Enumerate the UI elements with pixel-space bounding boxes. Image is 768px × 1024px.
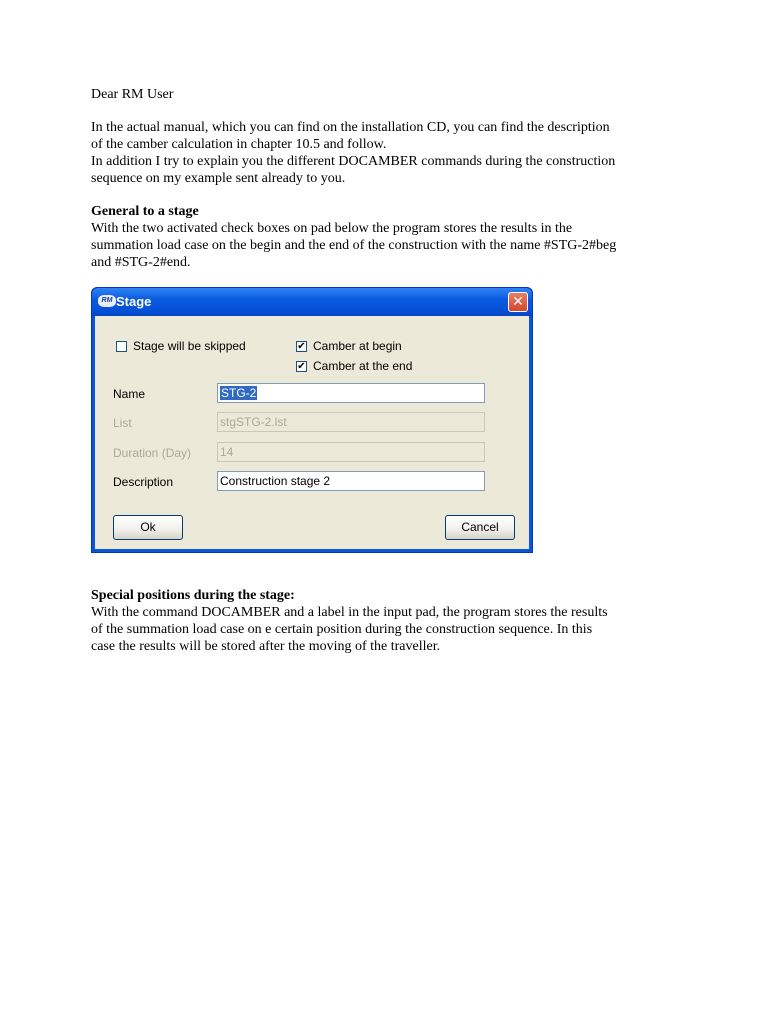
name-value: STG-2 <box>221 386 257 400</box>
close-icon[interactable]: ✕ <box>508 292 528 312</box>
name-label: Name <box>113 387 146 401</box>
para3-line3: case the results will be stored after the moving of the traveller. <box>91 639 441 654</box>
stage-dialog <box>91 287 533 553</box>
para1-line1: In the actual manual, which you can find on the installation CD, you can find the description <box>91 120 610 135</box>
duration-field: 14 <box>217 442 485 462</box>
dialog-client-area <box>95 316 529 549</box>
duration-label: Duration (Day) <box>113 446 192 460</box>
heading-special-positions: Special positions during the stage: <box>91 588 295 603</box>
camber-end-checkbox-box[interactable]: ✔ <box>297 360 306 372</box>
camber-end-checkbox[interactable] <box>296 359 412 373</box>
name-field[interactable] <box>217 383 485 403</box>
skip-checkbox[interactable] <box>116 339 246 353</box>
greeting: Dear RM User <box>91 87 174 102</box>
camber-begin-checkbox-box[interactable]: ✔ <box>297 340 306 352</box>
rm-app-icon: RM <box>98 295 116 307</box>
camber-begin-checkbox[interactable] <box>296 339 402 353</box>
dialog-titlebar[interactable] <box>92 288 532 316</box>
para2-line1: With the two activated check boxes on pad below the program stores the results in the <box>91 221 573 236</box>
camber-begin-label: Camber at begin <box>313 339 402 353</box>
para2-line3: and #STG-2#end. <box>91 255 191 270</box>
para2-line2: summation load case on the begin and the end of the construction with the name #STG-2#beg <box>91 238 617 253</box>
list-field: stgSTG-2.lst <box>217 412 485 432</box>
ok-button[interactable]: Ok <box>113 515 183 540</box>
description-label: Description <box>113 475 174 489</box>
para1-line4: sequence on my example sent already to you. <box>91 171 346 186</box>
heading-general-stage: General to a stage <box>91 204 199 219</box>
description-field[interactable]: Construction stage 2 <box>217 471 485 491</box>
para1-line2: of the camber calculation in chapter 10.5 and follow. <box>91 137 387 152</box>
letter-body <box>91 86 691 271</box>
camber-end-label: Camber at the end <box>313 359 413 373</box>
para3-line1: With the command DOCAMBER and a label in the input pad, the program stores the results <box>91 605 608 620</box>
para1-line3: In addition I try to explain you the different DOCAMBER commands during the construction <box>91 154 616 169</box>
skip-checkbox-box[interactable] <box>116 341 127 352</box>
dialog-title: Stage <box>116 294 152 309</box>
para3-line2: of the summation load case on e certain position during the construction sequence. In this <box>91 622 593 637</box>
skip-checkbox-label: Stage will be skipped <box>133 339 246 353</box>
cancel-button[interactable]: Cancel <box>445 515 515 540</box>
letter-body-2 <box>91 587 691 655</box>
list-label: List <box>113 416 132 430</box>
